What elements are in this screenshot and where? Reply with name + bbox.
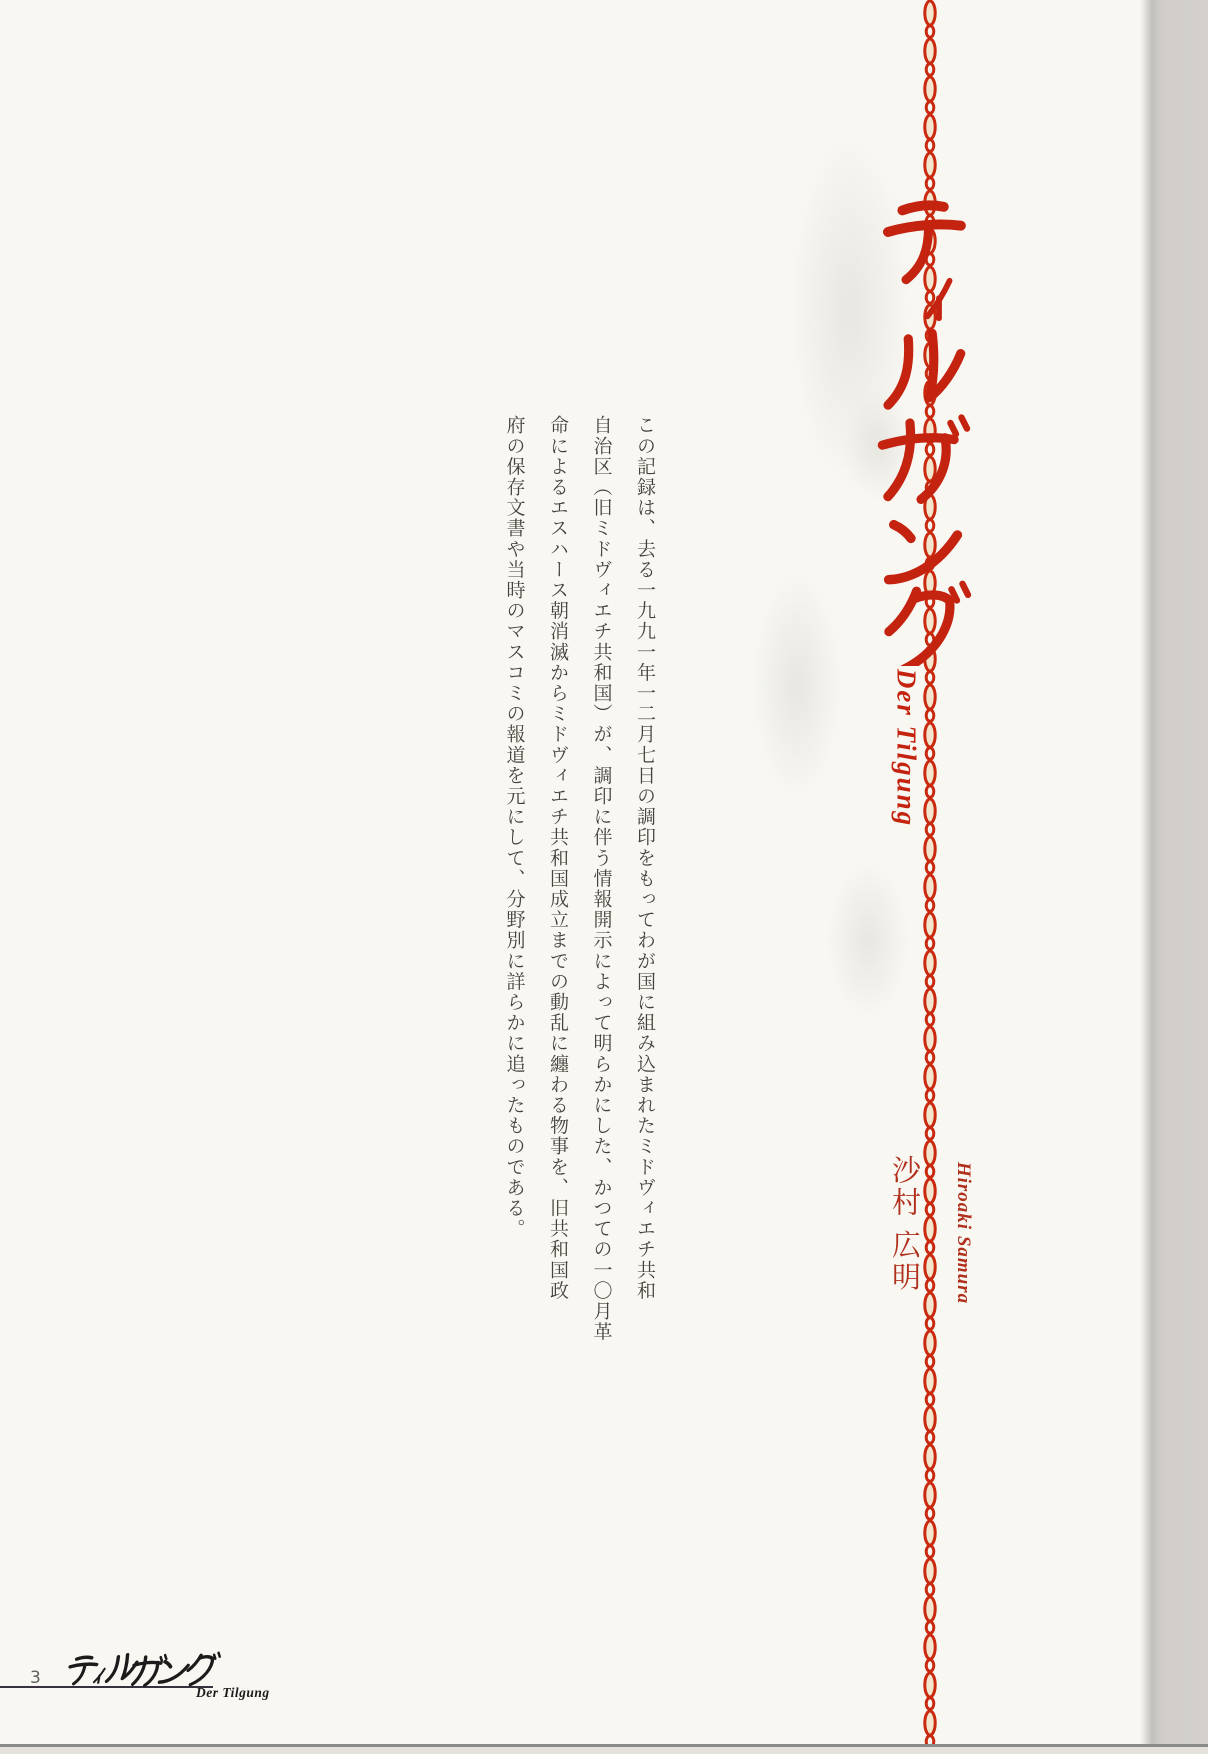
body-text-block: [492, 415, 666, 1355]
footer-logo-subtitle: Der Tilgung: [196, 1685, 270, 1700]
body-text-column: 命によるエスハース朝消滅からミドヴィエチ共和国成立までの動乱に纏わる物事を、旧共和国政: [547, 415, 568, 1301]
author-name-japanese: 沙村 広明: [888, 1155, 920, 1294]
title-katakana-art: [875, 196, 975, 666]
body-text-column: 自治区（旧ミドヴィエチ共和国）が、調印に伴う情報開示によって明らかにした、かつての一〇月革: [590, 415, 612, 1342]
page-bottom-edge-band: [0, 1747, 1208, 1754]
title-subtitle-de: Der Tilgung: [891, 668, 922, 828]
title-text: [0, 0, 1, 1]
page-number: 3: [30, 1668, 41, 1688]
showthrough-ghost: [752, 570, 842, 800]
body-text-column: 府の保存文書や当時のマスコミの報道を元にして、分野別に詳らかに追ったものである。: [503, 415, 525, 1239]
footer-logo-text: [0, 0, 1, 1]
author-name-romaji: Hiroaki Samura: [953, 1161, 974, 1305]
body-text-column: この記録は、去る一九九一年一二月七日の調印をもってわが国に組み込まれたミドヴィエチ共和: [634, 415, 655, 1301]
showthrough-ghost: [828, 860, 908, 1020]
scan-edge-strip: [1140, 0, 1208, 1754]
